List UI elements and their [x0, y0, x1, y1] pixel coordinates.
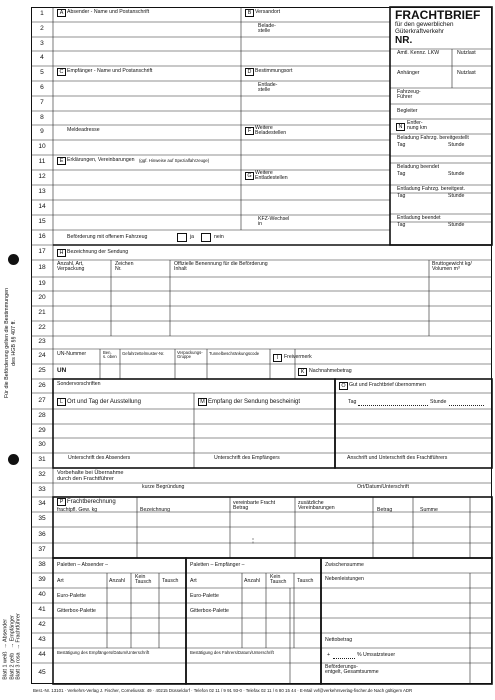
row-number: 44: [38, 651, 46, 658]
section-f-letter: F: [245, 127, 254, 135]
label-frachtberechnung: Frachtberechnung: [67, 499, 116, 505]
row-number: 12: [38, 173, 46, 180]
label-ort-datum: Ort/Datum/Unterschrift: [357, 484, 409, 490]
sig-absender: Unterschrift des Absenders: [68, 455, 131, 461]
row-number: 39: [38, 576, 46, 583]
col-anzahl-art: Anzahl, Art, Verpackung: [57, 261, 85, 273]
label-nutzlast-1: Nutzlast: [457, 50, 476, 56]
col-art-1: Art: [57, 578, 64, 584]
label-kurze-begruendung: kurze Begründung: [142, 484, 185, 490]
row-number: 15: [38, 218, 46, 225]
sig-frachtfuehrer: Anschrift und Unterschrift des Frachtführers: [347, 455, 448, 461]
section-d-letter: D: [245, 68, 254, 76]
row-number: 33: [38, 485, 46, 493]
label-kfz-wechsel: KFZ-Wechsel in: [258, 216, 290, 228]
col-summe: Summe: [420, 507, 438, 513]
col-tausch-2: Tausch: [297, 578, 314, 584]
section-p-letter: P: [57, 498, 66, 506]
row-number: 23: [38, 338, 46, 345]
row-number: 30: [38, 441, 46, 448]
row-number: 1: [40, 10, 44, 17]
label-stunde-2: Stunde: [448, 171, 465, 177]
label-un-nummer: UN-Nummer: [57, 351, 87, 357]
row-number: 7: [40, 99, 44, 106]
col-art-2: Art: [190, 578, 197, 584]
row-number: 4: [40, 54, 44, 61]
label-tunnel: Tunnelbeschränkungscode: [209, 351, 260, 356]
row-number: 10: [38, 143, 46, 150]
col-vereinbarte-fracht: vereinbarte Fracht Betrag: [233, 500, 276, 512]
label-absender: Absender - Name und Postanschrift: [67, 9, 150, 15]
col-kein-tausch-2: Kein Tausch: [270, 574, 287, 586]
label-umsatzsteuer: % Umsatzsteuer: [357, 652, 396, 658]
section-k-letter: K: [298, 368, 307, 376]
row-number: 16: [38, 233, 46, 240]
row-euro-1: Euro-Palette: [57, 593, 86, 599]
row-number: 41: [38, 606, 46, 613]
section-o-letter: O: [339, 382, 348, 390]
label-tag-4: Tag: [397, 222, 406, 228]
label-entfernung: Entfer- nung km: [407, 120, 427, 132]
label-bezeichnung-sendung: Bezeichnung der Sendung: [67, 249, 129, 255]
col-kein-tausch-1: Kein Tausch: [135, 574, 152, 586]
row-number: 37: [38, 546, 46, 553]
col-anzahl-1: Anzahl: [109, 578, 125, 584]
label-anhaenger: Anhänger: [397, 70, 420, 76]
label-nachnahme: Nachnahmebetrag: [309, 368, 352, 374]
row-number: 2: [40, 25, 44, 32]
label-empfaenger: Empfänger - Name und Postanschrift: [67, 68, 153, 74]
section-m-letter: M: [198, 398, 207, 406]
section-h-letter: H: [57, 249, 66, 257]
form-subtitle-1: für den gewerblichen: [395, 21, 454, 28]
label-zwischensumme: Zwischensumme: [325, 562, 364, 568]
row-number: 28: [38, 412, 46, 419]
row-number: 35: [38, 515, 46, 522]
label-versandort: Versandort: [255, 9, 281, 15]
label-best-fahrer: Bestätigung des Fahrers/Datum/Unterschrift: [190, 650, 274, 655]
row-number: 5: [40, 69, 44, 76]
label-fahrzeugfuehrer: Fahrzeug- Führer: [397, 89, 421, 101]
row-number: 17: [38, 248, 46, 255]
col-bezeichnung: Bezeichnung: [140, 507, 170, 513]
label-entladung-beendet: Entladung beendet: [397, 215, 441, 221]
col-frachtpfl-gew: frachtpfl. Gew. kg: [57, 507, 98, 513]
label-tag-2: Tag: [397, 171, 406, 177]
label-empfang-bescheinigt: Empfang der Sendung bescheinigt: [208, 399, 301, 405]
row-number: 29: [38, 426, 46, 434]
row-number: 24: [38, 352, 46, 359]
section-e-letter: E: [57, 157, 66, 165]
section-n-letter: N: [396, 123, 405, 131]
row-number: 9: [40, 128, 44, 135]
section-c-letter: C: [57, 68, 66, 76]
col-anzahl-2: Anzahl: [244, 578, 260, 584]
row-number: 19: [38, 279, 46, 287]
label-befoerderungsentgelt: Beförderungs- entgelt, Gesamtsumme: [325, 664, 379, 676]
label-ben-s-oben: Ben. s. oben: [103, 350, 117, 360]
row-number: 42: [38, 621, 46, 628]
label-stunde-1: Stunde: [448, 142, 465, 148]
row-number: 20: [38, 294, 46, 301]
o-stunde-line: [449, 405, 484, 406]
label-weitere-entladestellen: Weitere Entladestellen: [255, 170, 288, 182]
col-tausch-1: Tausch: [162, 578, 179, 584]
label-meldeadresse: Meldeadresse: [67, 127, 100, 133]
label-beladestelle: Belade- stelle: [258, 23, 276, 35]
footer-publisher: Best.-Nr. 13101 · Verkehrs-Verlag J. Fischer, Corneliusstr. 49 · 40215 Düsseldorf · Telefon 02 11 / 9 91 93-0 · Telefax 02 11 / 6 80 15 44 · E-Mail vvf@verkehrsverlag-fischer.de Nach gültigem ADR: [33, 688, 413, 693]
col-zusaetzliche: zusätzliche Vereinbarungen: [298, 500, 335, 512]
label-freivermerk: Freivermerk: [284, 354, 312, 360]
label-paletten-absender: Paletten – Absender –: [57, 562, 109, 568]
label-vorbehalte: Vorbehalte bei Übernahme durch den Frachtführer: [57, 470, 124, 482]
label-ust-plus: +: [327, 652, 331, 658]
row-number: 11: [38, 158, 46, 165]
label-stunde-3: Stunde: [448, 193, 465, 199]
label-tag-1: Tag: [397, 142, 406, 148]
form-subtitle-2: Güterkraftverkehr: [395, 28, 444, 35]
label-ausstellung: Ort und Tag der Ausstellung: [67, 399, 141, 405]
label-amtl-kennz: Amtl. Kennz. LKW: [397, 50, 440, 56]
row-number: 14: [38, 203, 46, 210]
row-number: 6: [40, 84, 44, 91]
label-nutzlast-2: Nutzlast: [457, 70, 476, 76]
row-euro-2: Euro-Palette: [190, 593, 219, 599]
form-number-label: NR.: [395, 35, 413, 46]
side-regulation-text: Für die Beförderung gelten die Bestimmungen des HGB §§ 407 ff.: [4, 287, 17, 399]
sig-empfaenger: Unterschrift des Empfängers: [214, 455, 280, 461]
label-beladung-bereitgestellt: Beladung Fahrzg. bereitgestellt: [397, 135, 469, 141]
row-number: 21: [38, 309, 46, 316]
label-beladung-beendet: Beladung beendet: [397, 164, 440, 170]
row-number: 43: [38, 636, 46, 643]
label-sondervorschriften: Sondervorschriften: [57, 381, 101, 387]
checkbox-nein[interactable]: [201, 233, 211, 242]
row-number: 25: [38, 367, 46, 374]
col-zeichen-nr: Zeichen Nr.: [115, 261, 134, 273]
label-gefahrzettel: Gefahrzettelmuster-Nr.: [122, 351, 165, 356]
row-number: 27: [38, 396, 46, 404]
section-a-letter: A: [57, 9, 66, 17]
label-weitere-beladestellen: Weitere Beladestellen: [255, 125, 287, 137]
label-un: UN: [57, 367, 67, 374]
row-number: 13: [38, 188, 46, 195]
label-o-stunde: Stunde: [430, 399, 447, 405]
label-best-empfaenger: Bestätigung des Empfängers/Datum/Unterschrift: [57, 650, 150, 655]
row-number: 38: [38, 561, 46, 568]
row-number: 32: [38, 471, 46, 478]
col-bruttogewicht: Bruttogewicht kg/ Volumen m³: [432, 261, 472, 273]
label-verpackungsgruppe: Verpackungs- Gruppe: [177, 350, 203, 360]
label-gut-uebernommen: Gut und Frachtbrief übernommen: [349, 382, 426, 388]
row-gitterbox-2: Gitterbox-Palette: [190, 608, 229, 614]
col-benennung: Offizielle Benennung für die Beförderung Inhalt: [174, 261, 268, 273]
side-copies-text: Blatt 1 weiß → Absender Blatt 2 gelb → Empfänger Blatt 3 rosa → Frachtführer: [2, 613, 22, 680]
section-i-letter: I: [273, 354, 282, 362]
label-stunde-4: Stunde: [448, 222, 465, 228]
label-paletten-empfaenger: Paletten – Empfänger –: [190, 562, 245, 568]
row-number: 40: [38, 591, 46, 598]
label-o-tag: Tag: [348, 399, 357, 405]
ust-line: [333, 658, 355, 659]
label-entladestelle: Entlade- stelle: [258, 82, 278, 94]
section-g-letter: G: [245, 172, 254, 180]
row-number: 8: [40, 113, 44, 121]
section-b-letter: B: [245, 9, 254, 17]
row-number: 26: [38, 381, 46, 389]
label-offenes-fahrzeug: Beförderung mit offenem Fahrzeug: [67, 234, 148, 240]
o-tag-line: [358, 405, 428, 406]
col-betrag: Betrag: [377, 507, 393, 513]
row-number: 45: [38, 669, 46, 676]
label-erklaerungen: Erklärungen, Vereinbarungen: [67, 157, 135, 163]
label-begleiter: Begleiter: [397, 108, 418, 114]
checkbox-ja[interactable]: [177, 233, 187, 242]
label-ja: ja: [190, 234, 195, 240]
label-erklaerungen-note: (ggf. Hinweise auf Spezialfahrzeuge): [139, 158, 210, 163]
row-number: 22: [38, 324, 46, 331]
label-nein: nein: [214, 234, 224, 240]
label-entladung-bereitgestellt: Entladung Fahrzg. bereitgest.: [397, 186, 466, 192]
label-tag-3: Tag: [397, 193, 406, 199]
row-number: 36: [38, 530, 46, 538]
row-number: 31: [38, 456, 46, 463]
row-number: 3: [40, 39, 44, 47]
row-number: 18: [38, 264, 46, 271]
label-nettobetrag: Nettobetrag: [325, 637, 353, 643]
form-title: FRACHTBRIEF: [395, 8, 481, 22]
label-nebenleistungen: Nebenleistungen: [325, 576, 364, 582]
section-l-letter: L: [57, 398, 66, 406]
label-bestimmungsort: Bestimmungsort: [255, 68, 293, 74]
row-number: 34: [38, 500, 46, 507]
row-gitterbox-1: Gitterbox-Palette: [57, 608, 96, 614]
